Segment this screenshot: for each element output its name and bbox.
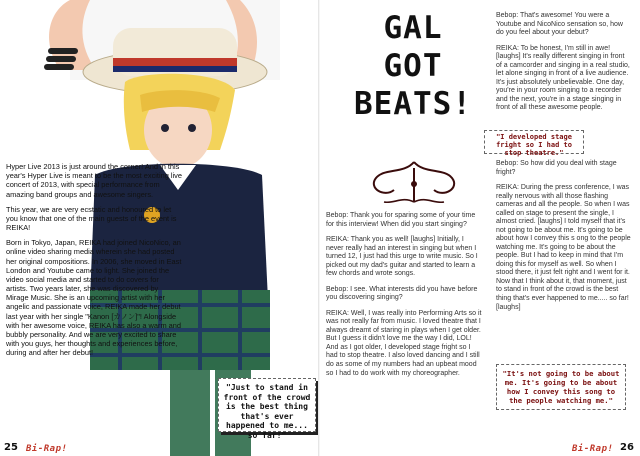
interview-paragraph: Bebop: That's awesome! You were a Youtube and NicoNico sensation so, how do you feel about your debut? — [496, 12, 623, 37]
interview-paragraph: REIKA: Thank you as well! [laughs] Initially, I never really had an interest in singing but when I turned 12, I just had this urge to write music. So I picked out my dad's guitar and started to learn a few chords and wrote songs. — [326, 236, 478, 278]
pull-quote-left: "Just to stand in front of the crowd is the best thing that's ever happened to me... so far!" — [218, 378, 316, 432]
interview-paragraph: REIKA: During the press conference, I was really nervous with all those flashing cameras and all the people. So when I was called on stage to present the single, I almost cried. [laughs] I told myself that it's not going to be about me. It's going to be about how I convey this s ong to the people watching me. It's going to be about the people. But I had to keep in mind that I'm doing this for myself as well. So when I stood there, it just felt right and I went for it. Now that I think about it, that moment, just to stand in front of the crowd is the best thing that's ever happened to me..... so far! [laughs] — [496, 184, 631, 311]
headline — [348, 10, 478, 123]
intro-paragraph: Born in Tokyo, Japan, REIKA had joined NicoNico, an online video sharing media wherein she had posted her original compositions. In 2006, she moved in East London and Youtube came to light. She joined the video social media and started to do covers for artists. Two years later, she was discovered by Mirage Music. She is an upcoming artist with her angelic and passionate voice, REIKA made her debut last year with her single "Kanon [カノン]"! Alongside with her awesome voice, REIKA has also a warm and bubbly personality. And we are very excited to share with you guys, her thoughts and experiences before, during and after her debut! — [6, 238, 182, 358]
interview-paragraph: Bebop: Thank you for sparing some of your time for this interview! When did you start singing? — [326, 212, 476, 228]
page-number-left: 25 — [4, 442, 18, 453]
headline-line: GOT — [383, 47, 443, 84]
headline-line: GAL — [383, 10, 443, 46]
page-number-right: 26 — [620, 442, 634, 453]
intro-paragraph: Hyper Live 2013 is just around the corner! And in this year's Hyper Live is meant to be the most exciting live concert of 2013, with special performance from amazing band groups and awesome singers. — [6, 162, 182, 199]
pull-quote-right-1: "I developed stage fright so I had to stop theatre." — [484, 130, 584, 154]
brand-logo-right: Bi-Rap! — [572, 444, 614, 454]
flourish-ornament — [354, 158, 474, 208]
headline-line: BEATS! — [354, 85, 472, 122]
intro-paragraph: This year, we are very ecstatic and honoured to let you know that one of the main guests of the event is REIKA! — [6, 204, 177, 233]
interview-column-b — [496, 12, 632, 120]
interview-paragraph: REIKA: To be honest, I'm still in awe! [laughs] It's really different singing in front of a camcorder and singing in a real studio, let alone singing in front of a live audience. It's just absolutely unbelievable. One day, you're in your room singing to a recorder and the next, you're in a stage singing in front of all these awesome people. — [496, 44, 630, 112]
brand-logo-left: Bi-Rap! — [26, 444, 68, 454]
interview-paragraph: REIKA: Well, I was really into Performing Arts so it was not really far from music. I loved theatre that I always dreamt of staring in plays when I get older. But I guess it didn't love me the way I did, LOL! And as I got older, I developed stage fright so I had to stop theatre. I also loved dancing and I still do as some of my numbers had an upbeat mood so I had to do work with my choreographer. — [326, 309, 482, 377]
interview-column-c — [496, 160, 632, 319]
right-page — [320, 0, 640, 456]
intro-text — [6, 162, 182, 363]
interview-paragraph: Bebop: So how did you deal with stage fright? — [496, 160, 617, 176]
pull-quote-right-2: "It's not going to be about me. It's going to be about how I convey this song to the people watching me." — [496, 364, 626, 410]
interview-paragraph: Bebop: I see. What interests did you have before you discovering singing? — [326, 285, 478, 302]
interview-column-a — [326, 212, 482, 385]
